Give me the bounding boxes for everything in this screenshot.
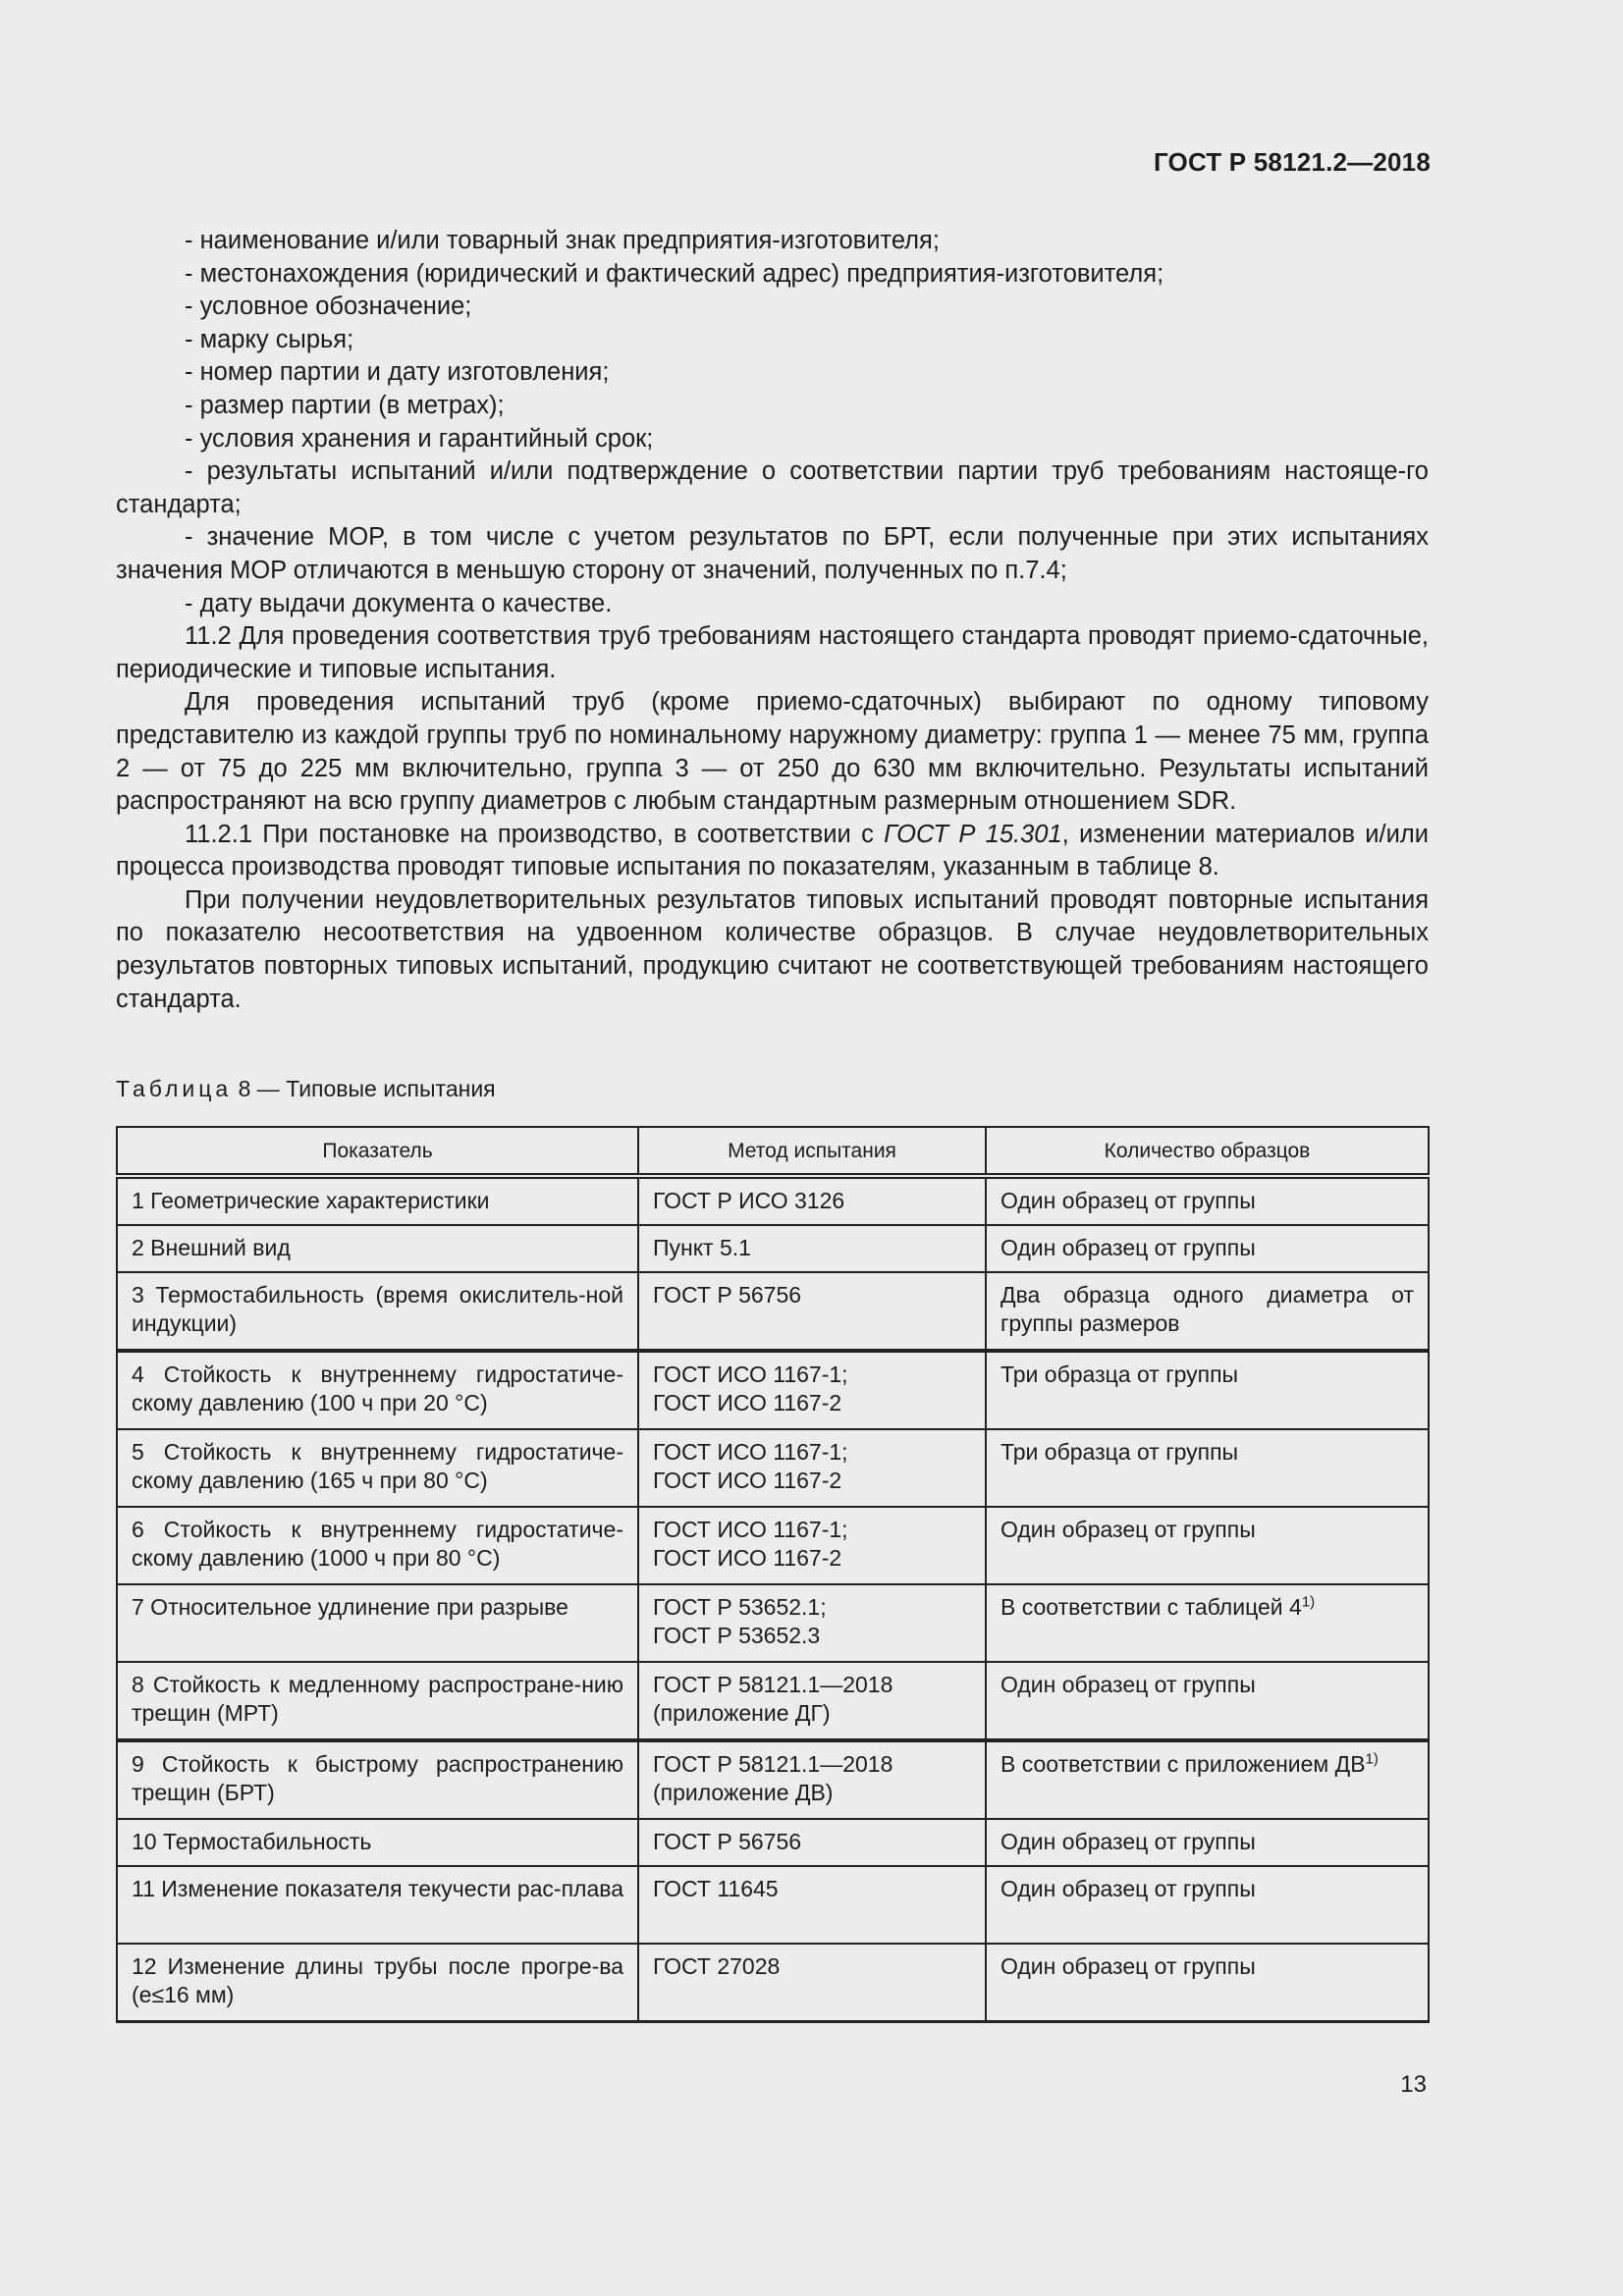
indicator-cell-text: 12 Изменение длины трубы после прогре-ва (e≤16 мм) [132,1953,623,2007]
count-cell [986,1176,1429,1225]
list-item: - размер партии (в метрах); [185,391,505,419]
indicator-cell-text: 10 Термостабильность [132,1829,372,1854]
method-cell [638,1272,986,1351]
count-cell-text: Один образец от группы [1001,1876,1256,1901]
method-cell-text: ГОСТ Р 56756 [653,1282,802,1308]
count-cell-text: Один образец от группы [1001,1188,1256,1213]
table-row [117,1225,1429,1272]
method-cell [638,1866,986,1944]
table-header-row [117,1127,1429,1176]
method-cell [638,1225,986,1272]
method-cell [638,1584,986,1662]
table-caption [116,1076,496,1102]
method-cell-text: ГОСТ 27028 [653,1953,781,1979]
method-cell-text: ГОСТ 11645 [653,1876,779,1901]
list-item: - номер партии и дату изготовления; [185,358,610,387]
table-row [117,1740,1429,1819]
indicator-cell [117,1351,638,1429]
method-cell-text: ГОСТ ИСО 1167-1; ГОСТ ИСО 1167-2 [653,1439,848,1493]
table-row [117,1819,1429,1866]
column-header-count: Количество образцов [986,1127,1429,1176]
footnote-marker: 1) [1301,1593,1316,1611]
paragraph-text: , изменении материалов и/или процесса производства проводят типовые испытания по показателям, указанным в таблице 8. [116,820,1430,881]
indicator-cell-text: 9 Стойкость к быстрому распространению трещин (БРТ) [132,1751,623,1805]
table-row [117,1866,1429,1944]
method-cell [638,1740,986,1819]
table-row [117,1662,1429,1740]
count-cell-text: Три образца от группы [1001,1362,1239,1387]
count-cell [986,1351,1429,1429]
indicator-cell-text: 1 Геометрические характеристики [132,1188,490,1213]
indicator-cell [117,1740,638,1819]
method-cell-text: ГОСТ Р 58121.1—2018 (приложение ДВ) [653,1751,893,1805]
table-row [117,1944,1429,2022]
document-body [116,225,1429,1016]
paragraph-11-2: 11.2 Для проведения соответствия труб требованиям настоящего стандарта проводят приемо-сдаточные, периодические и типовые испытания. [116,622,1429,683]
count-cell [986,1429,1429,1507]
document-number: ГОСТ Р 58121.2—2018 [1153,147,1431,177]
standard-reference: ГОСТ Р 15.301 [884,820,1062,848]
method-cell-text: ГОСТ Р 53652.1; ГОСТ Р 53652.3 [653,1594,827,1648]
table-row [117,1176,1429,1225]
count-cell-text: Один образец от группы [1001,1829,1256,1854]
type-tests-table [116,1126,1430,2023]
indicator-cell [117,1176,638,1225]
count-cell [986,1507,1429,1584]
list-item: - марку сырья; [185,325,354,353]
count-cell [986,1819,1429,1866]
indicator-cell-text: 8 Стойкость к медленному распростране-нию трещин (МРТ) [132,1672,623,1726]
method-cell-text: Пункт 5.1 [653,1235,751,1260]
method-cell-text: ГОСТ ИСО 1167-1; ГОСТ ИСО 1167-2 [653,1517,848,1571]
count-cell-text: Три образца от группы [1001,1439,1239,1465]
method-cell [638,1176,986,1225]
list-item: - значение MOP, в том числе с учетом результатов по БРТ, если полученные при этих испытаниях значения MOP отличаются в меньшую сторону от значений, полученных по п.7.4; [116,523,1429,584]
list-item: - дату выдачи документа о качестве. [185,589,613,617]
paragraph-test-groups: Для проведения испытаний труб (кроме приемо-сдаточных) выбирают по одному типовому представителю из каждой группы труб по номинальному наружному диаметру: группа 1 — менее 75 мм, группа 2 — от 75 до 225 мм включительно, группа 3 — от 250 до 630 мм включительно. Результаты испытаний распространяют на всю группу диаметров с любым стандартным размерным отношением SDR. [116,688,1429,816]
count-cell [986,1225,1429,1272]
count-cell [986,1272,1429,1351]
indicator-cell-text: 4 Стойкость к внутреннему гидростатиче-скому давлению (100 ч при 20 °C) [132,1362,623,1415]
count-cell-text: Один образец от группы [1001,1953,1256,1979]
method-cell-text: ГОСТ Р ИСО 3126 [653,1188,845,1213]
column-header-indicator: Показатель [117,1127,638,1176]
count-cell [986,1662,1429,1740]
table-row [117,1507,1429,1584]
table-row [117,1429,1429,1507]
count-cell-text: Один образец от группы [1001,1235,1256,1260]
indicator-cell [117,1584,638,1662]
count-cell-text: В соответствии с приложением ДВ [1001,1751,1366,1777]
method-cell [638,1819,986,1866]
indicator-cell [117,1866,638,1944]
list-item: - результаты испытаний и/или подтверждение о соответствии партии труб требованиям настояще-го стандарта; [116,457,1429,518]
method-cell [638,1429,986,1507]
footnote-marker: 1) [1365,1750,1379,1768]
indicator-cell-text: 2 Внешний вид [132,1235,291,1260]
indicator-cell [117,1507,638,1584]
table-row [117,1351,1429,1429]
indicator-cell [117,1944,638,2022]
count-cell-text: В соответствии с таблицей 4 [1001,1594,1302,1620]
indicator-cell-text: 7 Относительное удлинение при разрыве [132,1594,568,1620]
table-row [117,1584,1429,1662]
count-cell-text: Два образца одного диаметра от группы размеров [1001,1282,1414,1336]
list-item: - условия хранения и гарантийный срок; [185,424,654,453]
method-cell [638,1662,986,1740]
method-cell-text: ГОСТ Р 56756 [653,1829,802,1854]
count-cell [986,1866,1429,1944]
count-cell-text: Один образец от группы [1001,1517,1256,1542]
paragraph-repeat-tests: При получении неудовлетворительных результатов типовых испытаний проводят повторные испытания по показателю несоответствия на удвоенном количестве образцов. В случае неудовлетворительных результатов повторных типовых испытаний, продукцию считают не соответствующей требованиям настоящего стандарта. [116,885,1429,1013]
indicator-cell-text: 6 Стойкость к внутреннему гидростатиче-скому давлению (1000 ч при 80 °C) [132,1517,623,1571]
indicator-cell [117,1225,638,1272]
paragraph-11-2-1 [116,819,1429,884]
method-cell-text: ГОСТ Р 58121.1—2018 (приложение ДГ) [653,1672,893,1726]
method-cell [638,1944,986,2022]
count-cell [986,1944,1429,2022]
list-item: - местонахождения (юридический и фактический адрес) предприятия-изготовителя; [185,259,1164,288]
table-body [117,1176,1429,2022]
table-caption-title: 8 — Типовые испытания [232,1076,496,1101]
indicator-cell [117,1429,638,1507]
indicator-cell-text: 3 Термостабильность (время окислитель-ной индукции) [132,1282,623,1336]
page-number: 13 [1400,2071,1427,2098]
table-row [117,1272,1429,1351]
list-item: - условное обозначение; [185,293,472,321]
count-cell-text: Один образец от группы [1001,1672,1256,1697]
indicator-cell [117,1662,638,1740]
paragraph-text: 11.2.1 При постановке на производство, в соответствии с [185,820,885,848]
column-header-method: Метод испытания [638,1127,986,1176]
count-cell [986,1584,1429,1662]
indicator-cell [117,1272,638,1351]
indicator-cell-text: 11 Изменение показателя текучести рас-плава [132,1876,624,1901]
count-cell [986,1740,1429,1819]
table-caption-word: Таблица [116,1076,233,1101]
indicator-cell [117,1819,638,1866]
list-item: - наименование и/или товарный знак предприятия-изготовителя; [185,227,940,254]
method-cell-text: ГОСТ ИСО 1167-1; ГОСТ ИСО 1167-2 [653,1362,848,1415]
indicator-cell-text: 5 Стойкость к внутреннему гидростатиче-скому давлению (165 ч при 80 °C) [132,1439,623,1493]
method-cell [638,1507,986,1584]
method-cell [638,1351,986,1429]
